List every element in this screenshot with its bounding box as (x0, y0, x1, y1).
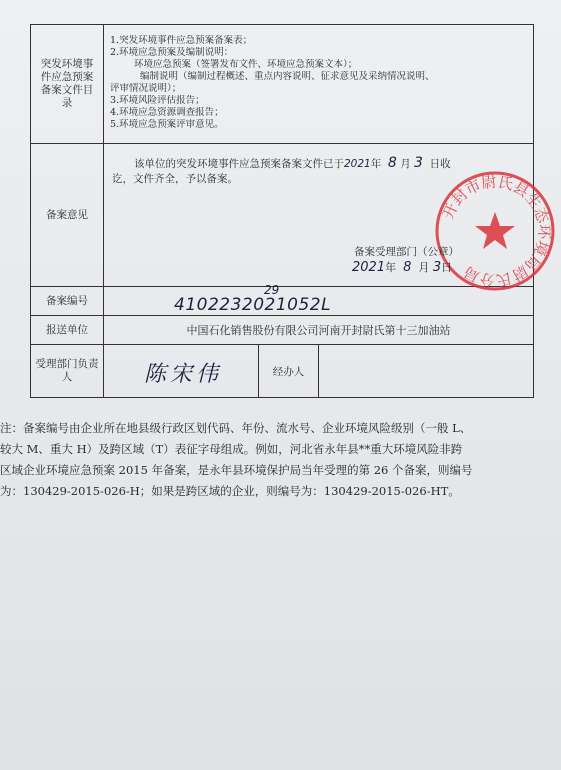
opinion-label (31, 144, 104, 287)
code-cell (104, 283, 534, 316)
footnote-line: 注：备案编号由企业所在地县级行政区划代码、年份、流水号、企业环境风险级别（一般 L、 (0, 421, 472, 435)
filing-code: 4102232021052L (174, 295, 332, 315)
directory-item: 1.突发环境事件应急预案备案表； (110, 35, 253, 46)
person-signature-cell (104, 345, 259, 398)
directory-row (31, 25, 534, 144)
received-month: 8 (387, 155, 397, 171)
footnote-line: 区域企业环境应急预案 2015 年备案，是永年县环境保护局当年受理的第 26 个备案，则编号 (0, 463, 473, 477)
directory-label (31, 25, 104, 144)
official-seal (432, 168, 558, 294)
person-row (31, 345, 534, 398)
footnote-line: 为：130429-2015-026-H；如果是跨区域的企业，则编号为：130429-2015-026-HT。 (0, 484, 460, 498)
filing-form-table (30, 24, 554, 398)
directory-item: 3.环境风险评估报告； (110, 95, 205, 106)
person-signature: 陈宋伟 (144, 362, 223, 387)
received-day: 3 (414, 155, 423, 171)
seal-star-icon (475, 212, 515, 249)
directory-item: 5.环境应急预案评审意见。 (110, 119, 224, 130)
year-unit: 年 (370, 158, 382, 170)
code-row (31, 287, 534, 316)
directory-item: 4.环境应急资源调查报告； (110, 107, 224, 118)
submitter-label-text: 报送单位 (46, 323, 88, 336)
opinion-suffix: 日收 (429, 158, 451, 170)
submitter-value: 中国石化销售股份有限公司河南开封尉氏第十三加油站 (104, 316, 534, 345)
seal-label: 备案受理部门（公章） (354, 246, 459, 258)
filing-date (352, 259, 452, 275)
person-label (31, 345, 104, 398)
month-unit: 月 (400, 158, 411, 170)
directory-item: 环境应急预案（签署发布文件、环境应急预案文本）； (134, 59, 358, 70)
opinion-prefix: 该单位的突发环境事件应急预案备案文件已于 (134, 158, 344, 170)
filing-code-correction: 29 (264, 283, 280, 297)
filing-day-unit: 日 (441, 261, 453, 274)
directory-item: 编制说明（编制过程概述、重点内容说明、征求意见及采纳情况说明、 (140, 71, 435, 82)
filing-month-unit: 月 (418, 261, 430, 274)
submitter-label (31, 316, 104, 345)
filing-day: 3 (432, 260, 442, 275)
seal-text: 开封市尉氏县生态环境局尉氏分局 (439, 172, 554, 290)
code-label-text: 备案编号 (46, 294, 88, 307)
submitter-row (31, 316, 534, 345)
directory-list (104, 25, 533, 131)
code-label (31, 287, 104, 316)
opinion-line-2: 讫，文件齐全，予以备案。 (112, 173, 238, 185)
handler-label: 经办人 (259, 345, 319, 398)
directory-label-text: 突发环境事件应急预案备案文件目录 (40, 58, 94, 109)
footnote-line: 较大 M、重大 H）及跨区域（T）表征字母组成。例如，河北省永年县**重大环境风险非跨 (0, 442, 463, 456)
opinion-label-text: 备案意见 (46, 208, 88, 221)
filing-year: 2021 (352, 260, 386, 275)
directory-list-cell (104, 25, 534, 144)
received-year: 2021 (344, 158, 371, 170)
directory-item: 2.环境应急预案及编制说明： (110, 47, 234, 58)
person-label-text: 受理部门负责人 (35, 358, 99, 383)
handler-value (319, 345, 534, 398)
filing-year-unit: 年 (385, 261, 397, 274)
footnote (0, 418, 561, 502)
directory-item: 评审情况说明）； (110, 83, 182, 94)
opinion-row (31, 144, 534, 287)
filing-month: 8 (403, 260, 412, 275)
